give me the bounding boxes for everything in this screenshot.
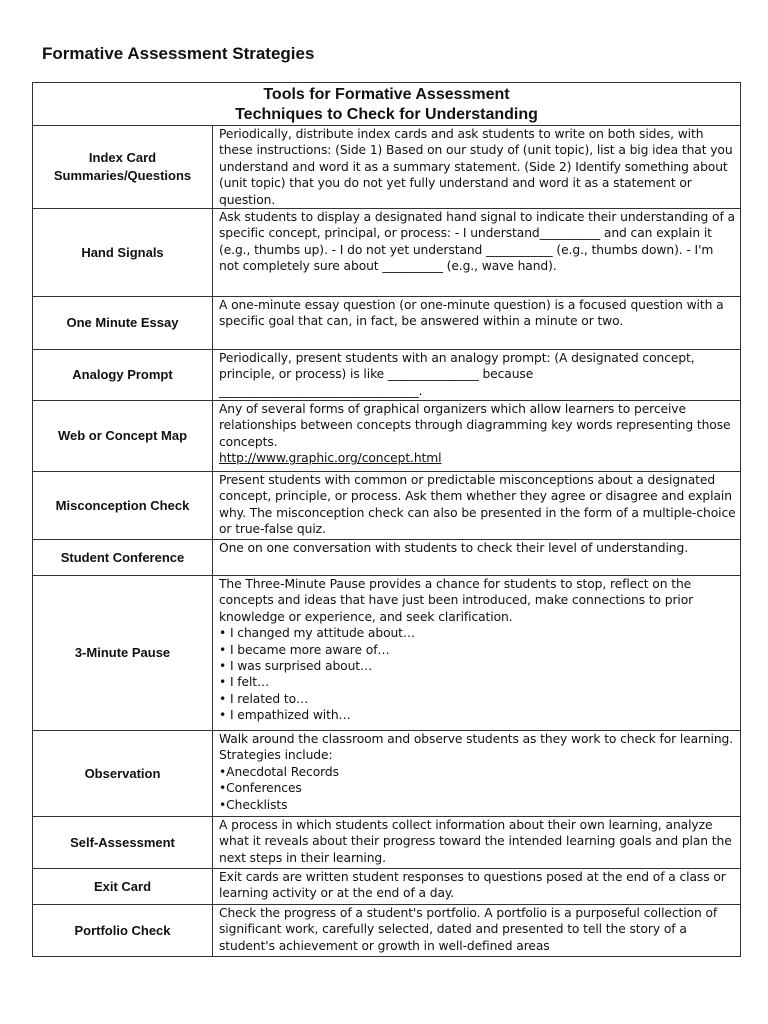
strategy-description	[213, 817, 741, 869]
description-text: One on one conversation with students to check their level of understanding.	[219, 541, 689, 556]
table-header-line2: Techniques to Check for Understanding	[235, 106, 538, 123]
strategy-description	[213, 905, 741, 957]
table-row	[33, 350, 741, 401]
table-header	[33, 83, 741, 126]
bullet-item: • I was surprised about…	[219, 659, 373, 674]
description-text: Walk around the classroom and observe students as they work to check for learning. Strategies include:	[219, 732, 734, 763]
strategy-description	[213, 209, 741, 297]
page-title: Formative Assessment Strategies	[42, 44, 315, 63]
strategy-name: Portfolio Check	[33, 905, 213, 957]
table-row	[33, 905, 741, 957]
strategy-name: Misconception Check	[33, 472, 213, 540]
strategy-name: Web or Concept Map	[33, 401, 213, 472]
strategy-name: 3-Minute Pause	[33, 576, 213, 731]
bullet-item: • I felt…	[219, 675, 270, 690]
table-row	[33, 126, 741, 209]
description-text: Exit cards are written student responses to questions posed at the end of a class or learning activity or at the end of a day.	[219, 870, 726, 901]
table-row	[33, 209, 741, 297]
strategy-description	[213, 731, 741, 817]
strategy-description	[213, 576, 741, 731]
description-text: Ask students to display a designated hand signal to indicate their understanding of a specific concept, principal, or process: - I understand__________ and can explain it (e.g., thumbs up). - I do not yet understand ___________ (e.g., thumbs down). - I'm not completely sure about __________ (e.g., wave hand).	[219, 210, 735, 274]
table-row	[33, 869, 741, 905]
strategy-description	[213, 869, 741, 905]
description-text: The Three-Minute Pause provides a chance for students to stop, reflect on the concepts and ideas that have just been introduced, make connections to prior knowledge or experience, and seek clarification.	[219, 577, 694, 624]
formative-assessment-table	[32, 82, 741, 957]
strategy-name: Index Card Summaries/Questions	[33, 126, 213, 209]
table-row	[33, 731, 741, 817]
bullet-item: • I related to…	[219, 691, 309, 706]
concept-map-link[interactable]: http://www.graphic.org/concept.html	[219, 451, 442, 466]
bullet-item: •Anecdotal Records	[219, 764, 339, 779]
table-row	[33, 297, 741, 350]
strategy-description	[213, 126, 741, 209]
table-row	[33, 540, 741, 576]
description-text: Periodically, present students with an analogy prompt: (A designated concept, principle, or process) is like _______________ because _________________________________.	[219, 351, 695, 398]
strategy-name: One Minute Essay	[33, 297, 213, 350]
table-row	[33, 817, 741, 869]
bullet-item: •Checklists	[219, 797, 288, 812]
description-text: Periodically, distribute index cards and ask students to write on both sides, with these instructions: (Side 1) Based on our study of (unit topic), list a big idea that you understand and word it as a summary statement. (Side 2) Identify something about (unit topic) that you do not yet fully understand and word it as a statement or question.	[219, 127, 733, 207]
strategy-description	[213, 350, 741, 401]
table-row	[33, 401, 741, 472]
strategy-name: Hand Signals	[33, 209, 213, 297]
description-text: Present students with common or predictable misconceptions about a designated concept, principle, or process. Ask them whether they agree or disagree and explain why. The misconception check can also be presented in the form of a multiple-choice or true-false quiz.	[219, 473, 736, 537]
bullet-item: • I empathized with…	[219, 708, 351, 723]
strategy-description	[213, 401, 741, 472]
table-header-line1: Tools for Formative Assessment	[263, 86, 510, 103]
description-text: A process in which students collect information about their own learning, analyze what it reveals about their progress toward the intended learning goals and plan the next steps in their learning.	[219, 818, 732, 865]
description-text: Any of several forms of graphical organizers which allow learners to perceive relationships between concepts through diagramming key words representing those concepts.	[219, 402, 731, 449]
table-row	[33, 472, 741, 540]
description-text: Check the progress of a student's portfolio. A portfolio is a purposeful collection of significant work, carefully selected, dated and presented to tell the story of a student's achievement or growth in well-defined areas	[219, 906, 718, 953]
strategy-description	[213, 540, 741, 576]
strategy-name: Exit Card	[33, 869, 213, 905]
strategy-description	[213, 297, 741, 350]
bullet-item: •Conferences	[219, 781, 302, 796]
table-header-row	[33, 83, 741, 126]
table-row	[33, 576, 741, 731]
bullet-item: • I changed my attitude about…	[219, 626, 416, 641]
strategy-description	[213, 472, 741, 540]
strategy-name: Student Conference	[33, 540, 213, 576]
description-text: A one-minute essay question (or one-minute question) is a focused question with a specific goal that can, in fact, be answered within a minute or two.	[219, 298, 724, 329]
strategy-name: Analogy Prompt	[33, 350, 213, 401]
strategy-name: Self-Assessment	[33, 817, 213, 869]
strategy-name: Observation	[33, 731, 213, 817]
bullet-item: • I became more aware of…	[219, 642, 390, 657]
